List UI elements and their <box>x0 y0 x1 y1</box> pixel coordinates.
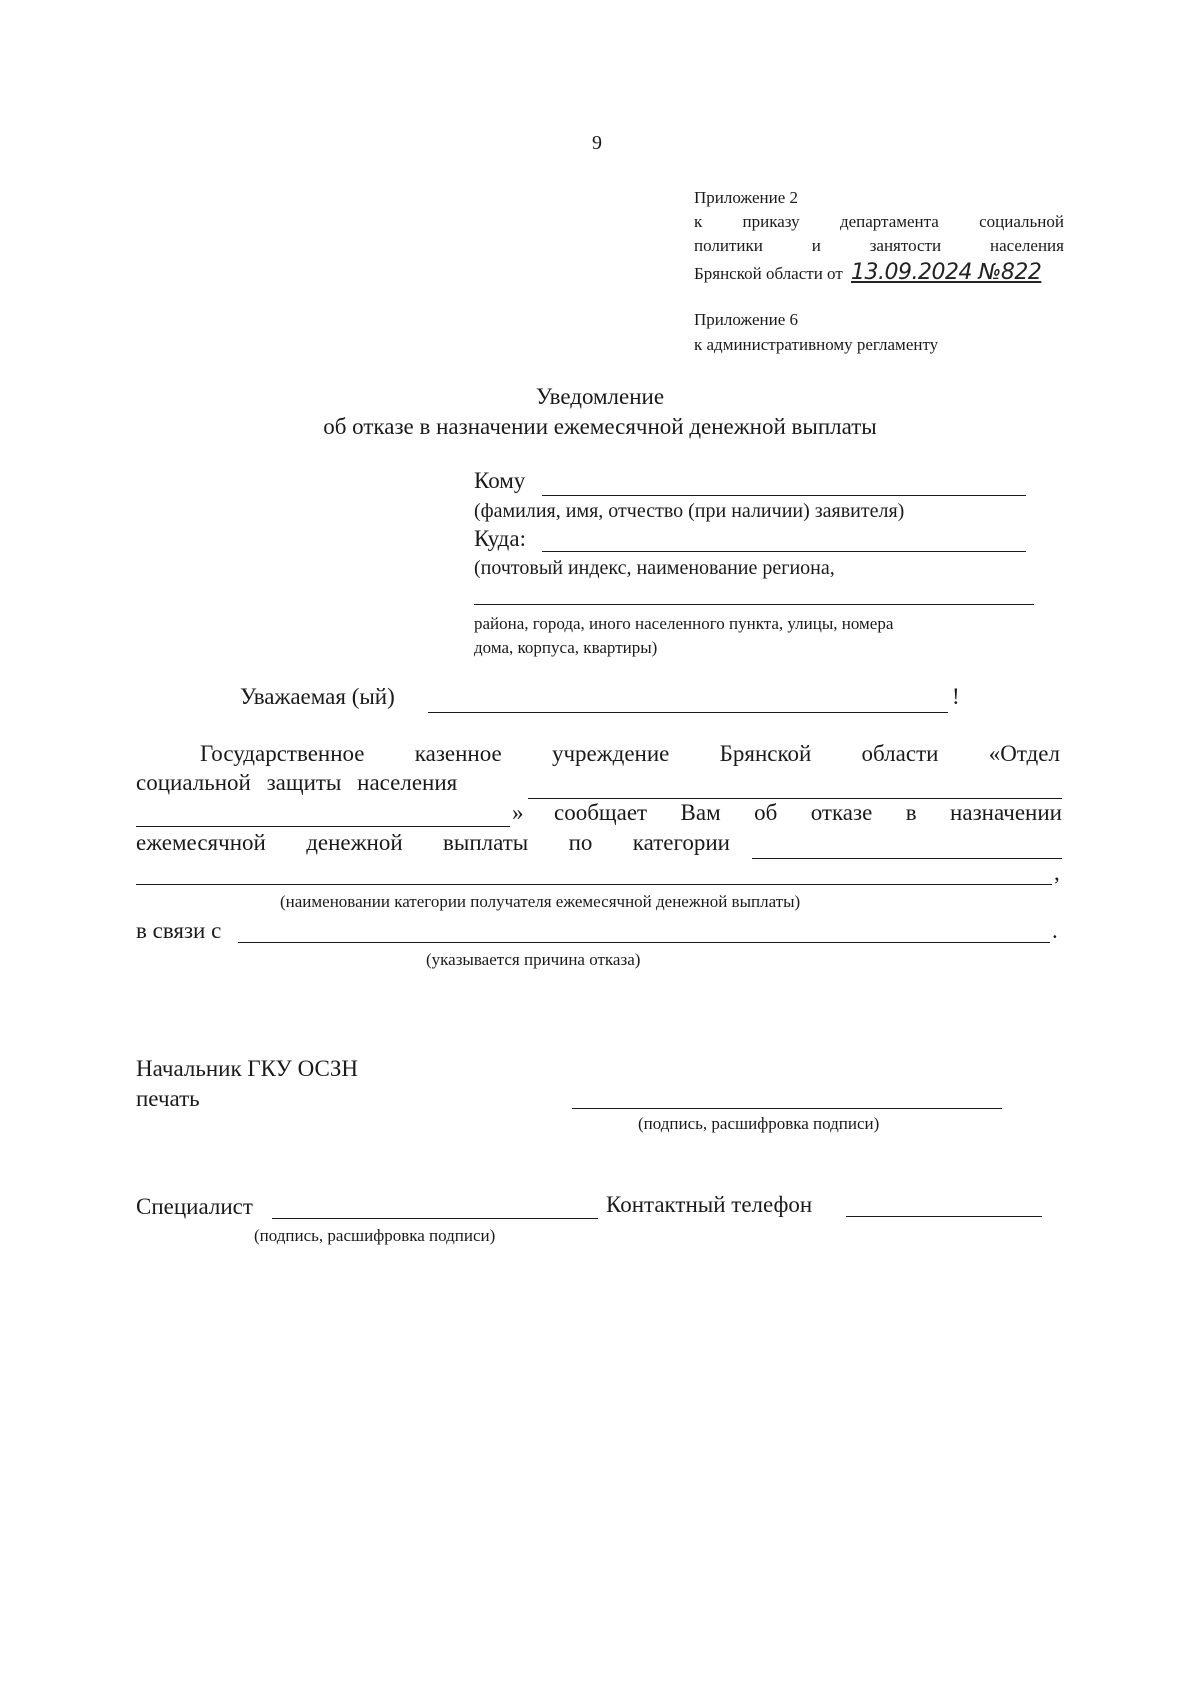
appendix2-line3 <box>694 260 1041 285</box>
body-line-5-end: , <box>1054 860 1060 885</box>
where-hint-2b: дома, корпуса, квартиры) <box>474 638 658 657</box>
body-line-4 <box>136 830 730 856</box>
department-field-line[interactable] <box>528 798 1062 799</box>
page-number: 9 <box>592 132 602 154</box>
appendix6-line: к административному регламенту <box>694 335 939 354</box>
word: об <box>754 800 778 825</box>
word: и <box>811 236 821 255</box>
body-line-3 <box>554 800 1062 826</box>
reason-end: . <box>1052 918 1058 943</box>
word: Государственное <box>200 741 365 766</box>
handwritten-date-number: 13.09.2024 №822 <box>851 260 1042 285</box>
word: политики <box>694 236 763 255</box>
reason-field-line[interactable] <box>238 942 1050 943</box>
appendix6-title: Приложение 6 <box>694 310 798 329</box>
to-label: Кому <box>474 468 526 493</box>
stamp-label: печать <box>136 1086 200 1111</box>
where-hint-2a: района, города, иного населенного пункта, улицы, номера <box>474 614 894 633</box>
document-subtitle: об отказе в назначении ежемесячной денежной выплаты <box>323 414 877 439</box>
department-field-line-2[interactable] <box>136 826 510 827</box>
word: приказу <box>742 212 800 231</box>
head-signature-hint: (подпись, расшифровка подписи) <box>638 1114 880 1133</box>
specialist-signature-hint: (подпись, расшифровка подписи) <box>254 1226 496 1245</box>
salutation-end: ! <box>952 684 960 709</box>
word: населения <box>989 236 1064 255</box>
word: казенное <box>414 741 502 766</box>
to-hint: (фамилия, имя, отчество (при наличии) заявителя) <box>474 500 905 522</box>
body-line-2: социальной защиты населения <box>136 770 458 795</box>
salutation-label: Уважаемая (ый) <box>240 684 395 709</box>
where-label: Куда: <box>474 526 526 551</box>
word: денежной <box>306 830 403 855</box>
word: «Отдел <box>988 741 1060 766</box>
category-field-line[interactable] <box>752 858 1062 859</box>
word: социальной <box>979 212 1064 231</box>
body-line-1 <box>200 741 1060 767</box>
appendix2-line1 <box>694 212 1064 232</box>
word: назначении <box>950 800 1062 825</box>
appendix2-line3-prefix: Брянской области от <box>694 264 843 283</box>
to-field-line[interactable] <box>542 495 1026 496</box>
phone-field-line[interactable] <box>846 1216 1042 1217</box>
appendix2-title: Приложение 2 <box>694 188 798 207</box>
specialist-label: Специалист <box>136 1194 253 1219</box>
document-title: Уведомление <box>535 384 665 409</box>
category-field-line-2[interactable] <box>136 884 1052 885</box>
head-signature-line[interactable] <box>572 1108 1002 1109</box>
word: выплаты <box>443 830 529 855</box>
word: Брянской <box>719 741 812 766</box>
word: департамента <box>839 212 939 231</box>
word: отказе <box>810 800 873 825</box>
where-field-line[interactable] <box>542 551 1026 552</box>
word: к <box>694 212 703 231</box>
word: сообщает <box>554 800 648 825</box>
word: области <box>861 741 939 766</box>
head-title: Начальник ГКУ ОСЗН <box>136 1056 358 1081</box>
category-hint: (наименовании категории получателя ежемесячной денежной выплаты) <box>280 892 801 911</box>
word: Вам <box>680 800 721 825</box>
phone-label: Контактный телефон <box>606 1192 813 1217</box>
body-line-3-quote: » <box>512 800 524 825</box>
where-hint-1: (почтовый индекс, наименование региона, <box>474 557 835 579</box>
word: занятости <box>869 236 942 255</box>
word: категории <box>632 830 730 855</box>
word: ежемесячной <box>136 830 266 855</box>
appendix2-line2 <box>694 236 1064 256</box>
word: учреждение <box>551 741 670 766</box>
word: по <box>568 830 593 855</box>
word: в <box>905 800 917 825</box>
salutation-name-line[interactable] <box>428 712 948 713</box>
reason-hint: (указывается причина отказа) <box>426 950 641 969</box>
where-field-line-2[interactable] <box>474 604 1034 605</box>
specialist-signature-line[interactable] <box>272 1218 598 1219</box>
reason-label: в связи с <box>136 918 222 943</box>
